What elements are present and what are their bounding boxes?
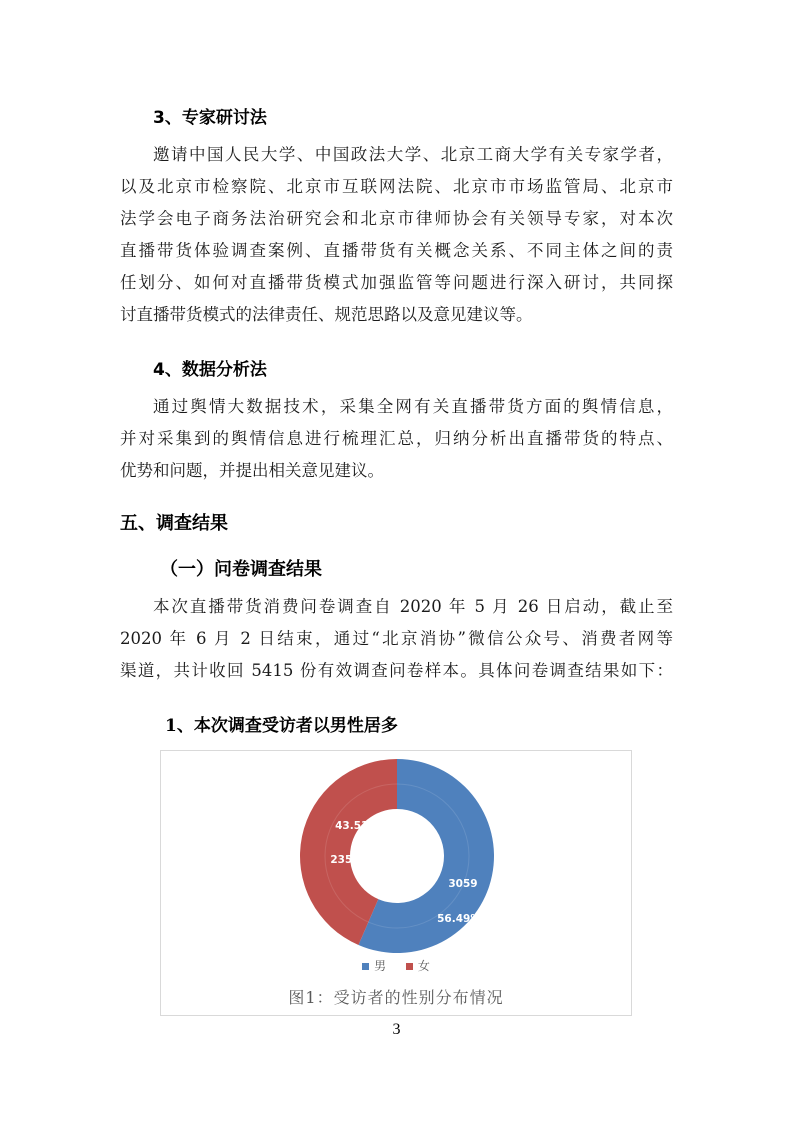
paragraph-line: 2020 年 6 月 2 日结束，通过“北京消协”微信公众号、消费者网等	[120, 629, 673, 648]
paragraph-line: 直播带货体验调查案例、直播带货有关概念关系、不同主体之间的责	[120, 241, 673, 260]
female-count-label: 2356	[330, 854, 360, 866]
item-heading-male-majority: 1、本次调查受访者以男性居多	[165, 716, 398, 736]
male-percent-label: 56.49%	[437, 913, 481, 925]
subheading-questionnaire-results: （一）问卷调查结果	[160, 559, 322, 580]
chart-caption: 图1：受访者的性别分布情况	[288, 988, 504, 1007]
paragraph-line: 并对采集到的舆情信息进行梳理汇总，归纳分析出直播带货的特点、	[120, 429, 673, 448]
chart-legend	[161, 957, 631, 974]
section-heading-expert-discussion: 3、专家研讨法	[153, 108, 267, 128]
chapter-heading-survey-results: 五、调查结果	[120, 513, 228, 534]
paragraph-line: 渠道，共计收回 5415 份有效调查问卷样本。具体问卷调查结果如下：	[120, 661, 673, 680]
paragraph-line: 法学会电子商务法治研究会和北京市律师协会有关领导专家，对本次	[120, 209, 673, 228]
paragraph-line: 通过舆情大数据技术，采集全网有关直播带货方面的舆情信息，	[153, 397, 673, 416]
female-percent-label: 43.51%	[335, 820, 379, 832]
legend-label-male: 男	[374, 959, 387, 973]
legend-item-male	[362, 957, 386, 974]
legend-label-female: 女	[417, 959, 430, 973]
legend-item-female	[406, 957, 430, 974]
paragraph-line: 讨直播带货模式的法律责任、规范思路以及意见建议等。	[120, 305, 533, 324]
paragraph-line: 任划分、如何对直播带货模式加强监管等问题进行深入研讨，共同探	[120, 273, 673, 292]
paragraph-line: 本次直播带货消费问卷调查自 2020 年 5 月 26 日启动，截止至	[153, 597, 673, 616]
legend-swatch-female	[406, 963, 413, 970]
male-count-label: 3059	[448, 878, 478, 890]
donut-chart-graphic	[299, 758, 495, 954]
gender-donut-chart	[160, 750, 632, 1016]
paragraph-line: 优势和问题，并提出相关意见建议。	[120, 461, 384, 480]
section-heading-data-analysis: 4、数据分析法	[153, 360, 267, 380]
paragraph-line: 邀请中国人民大学、中国政法大学、北京工商大学有关专家学者，	[153, 145, 673, 164]
page-number: 3	[392, 1021, 401, 1038]
paragraph-line: 以及北京市检察院、北京市互联网法院、北京市市场监管局、北京市	[120, 177, 673, 196]
legend-swatch-male	[362, 963, 369, 970]
